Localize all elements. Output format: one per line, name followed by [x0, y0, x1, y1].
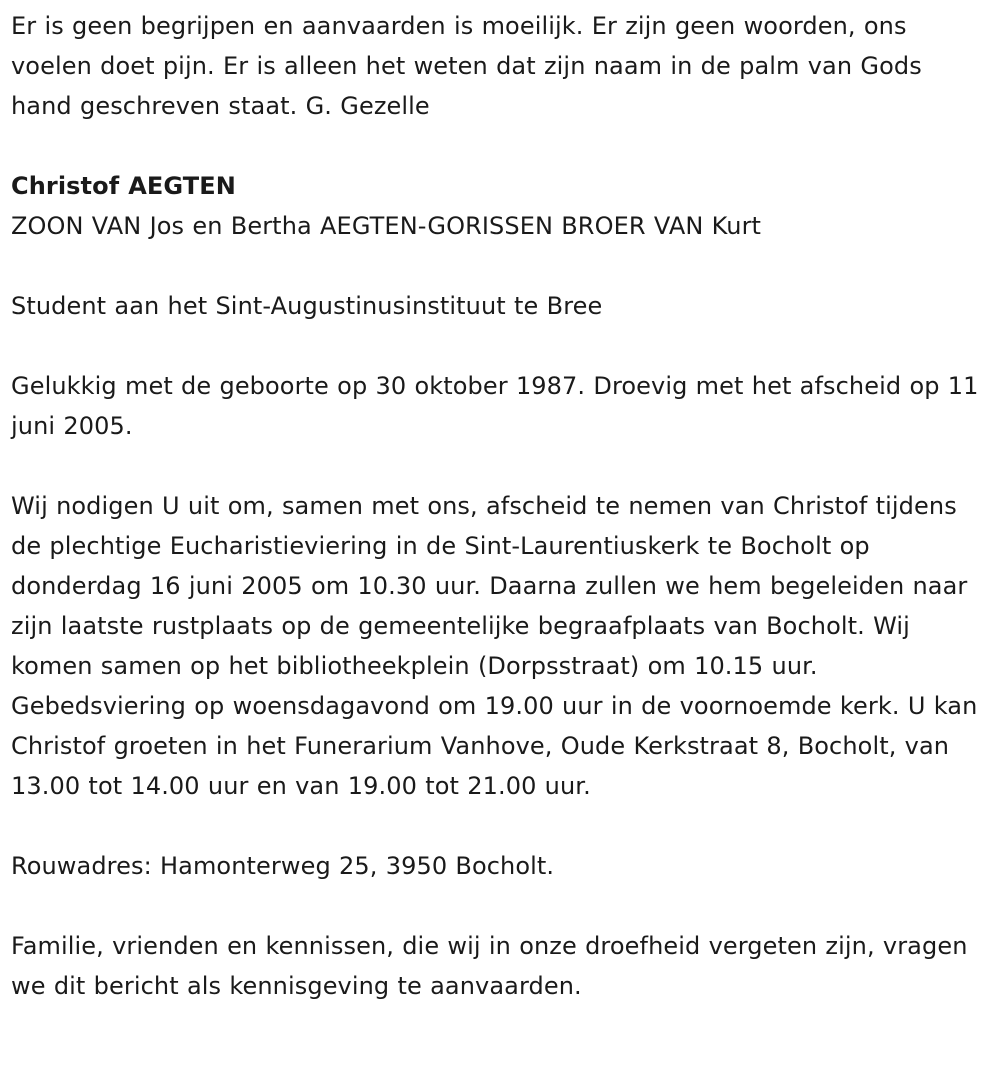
- funeral-invitation: Wij nodigen U uit om, samen met ons, afscheid te nemen van Christof tijdens de plechtige Eucharistieviering in de Sint-Laurentiuskerk te Bocholt op donderdag 16 juni 2005 om 10.30 uur. Daarna zullen we hem begeleiden naar zijn laatste rustplaats op de gemeentelijke begraafplaats van Bocholt. Wij komen samen op het bibliotheekplein (Dorpsstraat) om 10.15 uur. Gebedsviering op woensdagavond om 19.00 uur in de voornoemde kerk. U kan Christof groeten in het Funerarium Vanhove, Oude Kerkstraat 8, Bocholt, van 13.00 tot 14.00 uur en van 19.00 tot 21.00 uur.: [11, 492, 978, 800]
- family-relation: ZOON VAN Jos en Bertha AEGTEN-GORISSEN BROER VAN Kurt: [11, 212, 762, 240]
- closing-note: Familie, vrienden en kennissen, die wij in onze droefheid vergeten zijn, vragen we dit bericht als kennisgeving te aanvaarden.: [11, 932, 968, 1000]
- deceased-name: Christof AEGTEN: [11, 172, 236, 200]
- life-dates: Gelukkig met de geboorte op 30 oktober 1987. Droevig met het afscheid op 11 juni 2005.: [11, 372, 979, 440]
- opening-quote: Er is geen begrijpen en aanvaarden is moeilijk. Er zijn geen woorden, ons voelen doet pijn. Er is alleen het weten dat zijn naam in de palm van Gods hand geschreven staat. G. Gezelle: [11, 12, 922, 120]
- mourning-address: Rouwadres: Hamonterweg 25, 3950 Bocholt.: [11, 852, 555, 880]
- school-line: Student aan het Sint-Augustinusinstituut te Bree: [11, 292, 603, 320]
